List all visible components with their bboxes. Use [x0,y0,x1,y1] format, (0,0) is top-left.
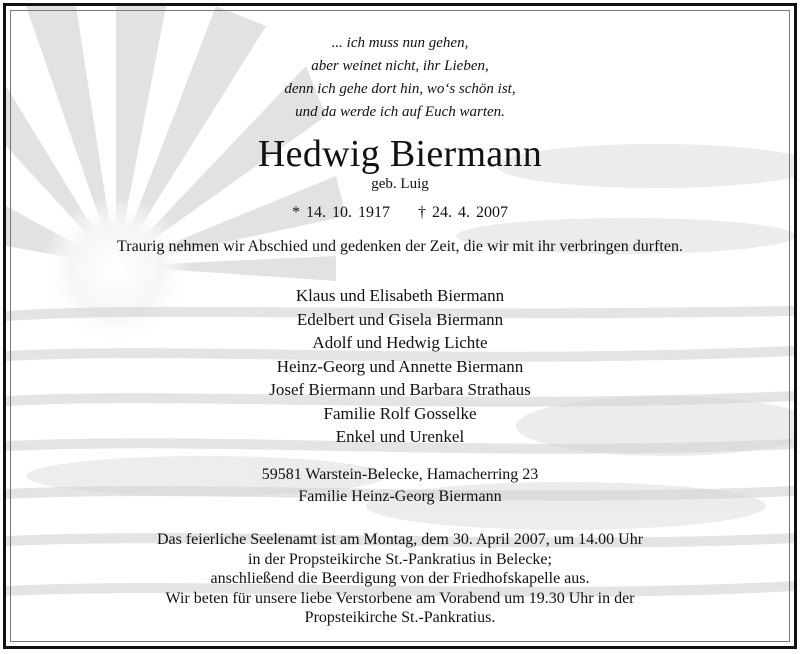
birth-name: geb. Luig [371,176,429,192]
mourners-list [6,284,794,449]
deceased-name: Hedwig Biermann [257,133,543,175]
farewell-text: Traurig nehmen wir Abschied und gedenken der Zeit, die wir mit ihr verbringen durften. [117,238,683,255]
service-line: in der Propsteikirche St.-Pankratius in Belecke; [248,550,552,568]
address-line: Familie Heinz-Georg Biermann [298,488,502,505]
obituary-notice [3,3,797,649]
mourner: Josef Biermann und Barbara Strathaus [269,380,531,399]
address-block [6,464,794,508]
mourner: Klaus und Elisabeth Biermann [295,286,505,305]
death-date: † 24. 4. 2007 [418,204,508,221]
address-line: 59581 Warstein-Belecke, Hamacherring 23 [261,466,539,483]
mourner: Familie Rolf Gosselke [323,403,477,423]
mourner: Heinz-Georg und Annette Biermann [276,356,524,376]
service-line: anschließend die Beerdigung von der Friedhofskapelle aus. [210,570,590,587]
service-line: Das feierliche Seelenamt ist am Montag, dem 30. April 2007, um 14.00 Uhr [156,531,644,548]
mourner: Enkel und Urenkel [335,427,465,446]
service-line: Propsteikirche St.-Pankratius. [304,609,496,626]
poem [6,32,794,124]
life-dates [6,204,794,222]
birth-date: * 14. 10. 1917 [292,204,390,221]
service-line: Wir beten für unsere liebe Verstorbene am Vorabend um 19.30 Uhr in der [165,589,635,607]
mourner: Edelbert und Gisela Biermann [296,309,504,329]
poem-line: und da werde ich auf Euch warten. [295,104,505,120]
poem-line: denn ich gehe dort hin, wo‘s schön ist, [284,81,516,97]
poem-line: ... ich muss nun gehen, [331,35,469,51]
service-details [6,530,794,628]
mourner: Adolf und Hedwig Lichte [312,333,488,352]
poem-line: aber weinet nicht, ihr Lieben, [311,58,489,74]
